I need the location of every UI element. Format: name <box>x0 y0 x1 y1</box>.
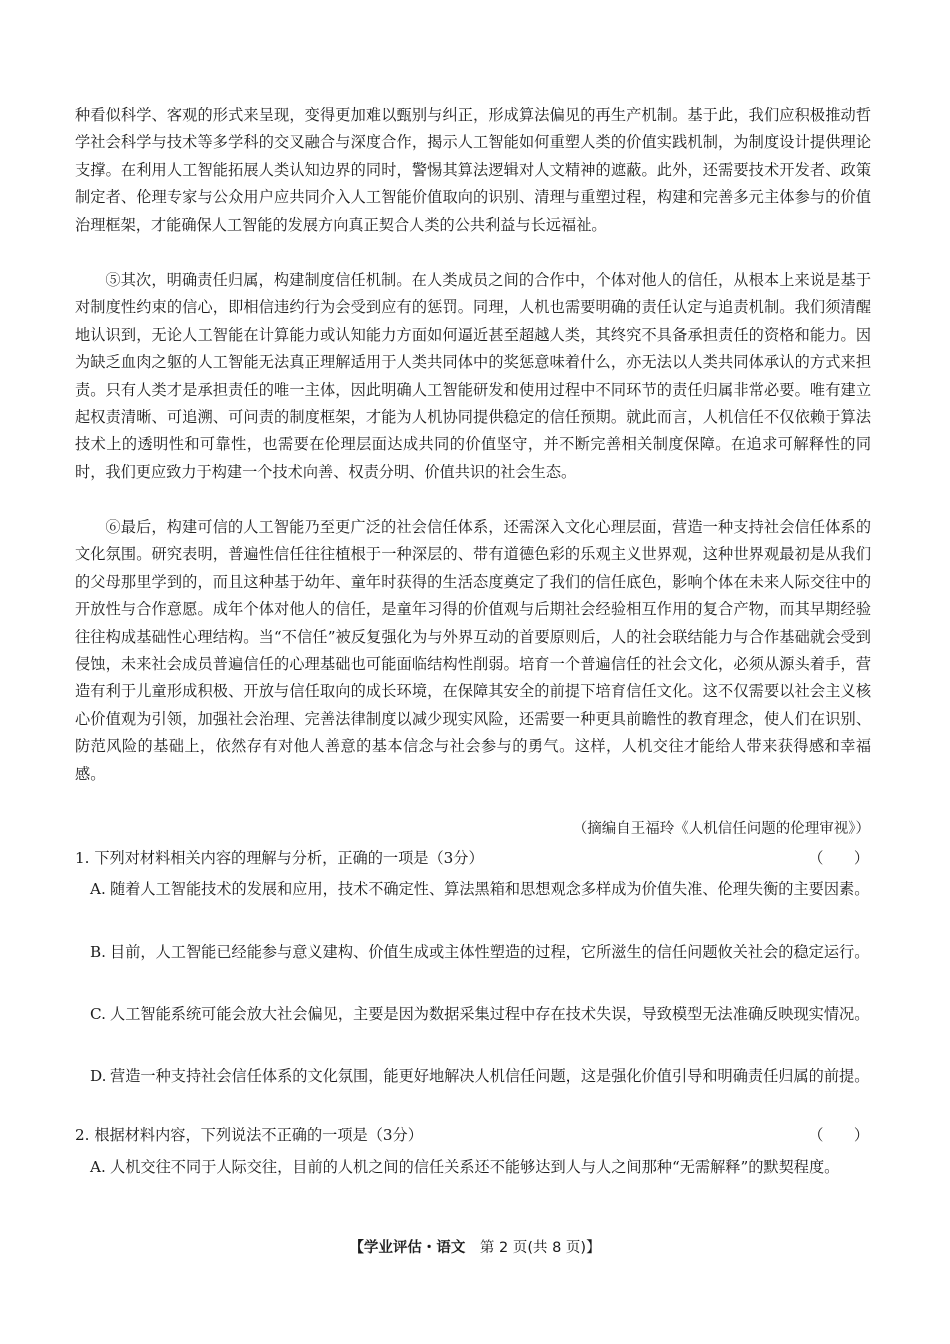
question-2-answer-bracket: （ ） <box>808 1126 869 1144</box>
question-2-text: 2. 根据材料内容，下列说法不正确的一项是（3分） <box>75 1126 423 1144</box>
page-footer <box>0 1238 950 1258</box>
footer-page-number: 第 2 页(共 8 页)】 <box>465 1240 601 1256</box>
question-2-option-a <box>90 1151 871 1183</box>
passage-paragraph-6: ⑥最后，构建可信的人工智能乃至更广泛的社会信任体系，还需深入文化心理层面，营造一种支持社会信任体系的文化氛围。研究表明，普遍性信任往往植根于一种深层的、带有道德色彩的乐观主义世界观，这种世界观最初是从我们的父母那里学到的，而且这种基于幼年、童年时获得的生活态度奠定了我们的信任底色，影响个体在未来人际交往中的开放性与合作意愿。成年个体对他人的信任，是童年习得的价值观与后期社会经验相互作用的复合产物，而其早期经验往往构成基础性心理结构。当“不信任”被反复强化为与外界互动的首要原则后，人的社会联结能力与合作基础就会受到侵蚀，未来社会成员普遍信任的心理基础也可能面临结构性削弱。培育一个普遍信任的社会文化，必须从源头着手，营造有利于儿童形成积极、开放与信任取向的成长环境，在保障其安全的前提下培育信任文化。这不仅需要以社会主义核心价值观为引领，加强社会治理、完善法律制度以减少现实风险，还需要一种更具前瞻性的教育理念，使人们在识别、防范风险的基础上，依然存有对他人善意的基本信念与社会参与的勇气。这样，人机交往才能给人带来获得感和幸福感。 <box>75 518 871 783</box>
question-1-option-a <box>90 873 871 905</box>
question-1-option-d <box>90 1060 871 1092</box>
option-letter: A. <box>90 1158 106 1176</box>
option-text: 随着人工智能技术的发展和应用，技术不确定性、算法黑箱和思想观念多样成为价值失准、伦理失衡的主要因素。 <box>110 880 870 898</box>
footer-exam-title: 【学业评估・语文 <box>349 1240 466 1256</box>
question-1-option-c <box>90 998 871 1030</box>
option-letter: B. <box>90 943 106 961</box>
option-letter: D. <box>90 1067 107 1085</box>
passage-paragraph-5: ⑤其次，明确责任归属，构建制度信任机制。在人类成员之间的合作中，个体对他人的信任，从根本上来说是基于对制度性约束的信心，即相信违约行为会受到应有的惩罚。同理，人机也需要明确的责任认定与追责机制。我们须清醒地认识到，无论人工智能在计算能力或认知能力方面如何逼近甚至超越人类，其终究不具备承担责任的资格和能力。因为缺乏血肉之躯的人工智能无法真正理解适用于人类共同体中的奖惩意味着什么，亦无法以人类共同体承认的方式来担责。只有人类才是承担责任的唯一主体，因此明确人工智能研发和使用过程中不同环节的责任归属非常必要。唯有建立起权责清晰、可追溯、可问责的制度框架，才能为人机协同提供稳定的信任预期。就此而言，人机信任不仅依赖于算法技术上的透明性和可靠性，也需要在伦理层面达成共同的价值坚守，并不断完善相关制度保障。在追求可解释性的同时，我们更应致力于构建一个技术向善、权责分明、价值共识的社会生态。 <box>75 271 871 481</box>
option-letter: C. <box>90 1005 106 1023</box>
option-text: 人工智能系统可能会放大社会偏见，主要是因为数据采集过程中存在技术失误，导致模型无法准确反映现实情况。 <box>110 1005 870 1023</box>
option-letter: A. <box>90 880 106 898</box>
passage-source: （摘编自王福玲《人机信任问题的伦理审视》） <box>572 821 870 837</box>
question-1-text: 1. 下列对材料相关内容的理解与分析，正确的一项是（3分） <box>75 849 484 867</box>
option-text: 目前，人工智能已经能参与意义建构、价值生成或主体性塑造的过程，它所滋生的信任问题攸关社会的稳定运行。 <box>110 943 870 961</box>
passage-paragraph-continued: 种看似科学、客观的形式来呈现，变得更加难以甄别与纠正，形成算法偏见的再生产机制。基于此，我们应积极推动哲学社会科学与技术等多学科的交叉融合与深度合作，揭示人工智能如何重塑人类的价值实践机制，为制度设计提供理论支撑。在利用人工智能拓展人类认知边界的同时，警惕其算法逻辑对人文精神的遮蔽。此外，还需要技术开发者、政策制定者、伦理专家与公众用户应共同介入人工智能价值取向的识别、清理与重塑过程，构建和完善多元主体参与的价值治理框架，才能确保人工智能的发展方向真正契合人类的公共利益与长远福祉。 <box>75 106 871 234</box>
question-2-stem <box>75 1122 871 1149</box>
question-1-option-b <box>90 936 871 968</box>
question-1-stem <box>75 845 871 872</box>
option-text: 营造一种支持社会信任体系的文化氛围，能更好地解决人机信任问题，这是强化价值引导和明确责任归属的前提。 <box>110 1067 870 1085</box>
question-1-answer-bracket: （ ） <box>808 849 869 867</box>
option-text: 人机交往不同于人际交往，目前的人机之间的信任关系还不能够达到人与人之间那种“无需解释”的默契程度。 <box>110 1158 840 1176</box>
